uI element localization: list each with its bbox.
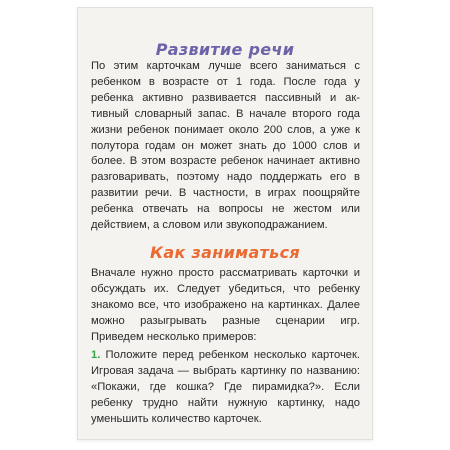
instruction-card [77, 7, 373, 440]
section-heading-speech-development: Развитие речи [155, 40, 295, 59]
list-item [91, 348, 360, 428]
section-heading-how-to-practice: Как заниматься [150, 243, 300, 262]
section-paragraph-speech-development: По этим карточкам лучше всего заниматься с ребенком в возрасте от 1 года. После года у ребенка активно развивается пассивный и активный словарный запас. В начале второго года жизни ребенок понимает около 200 слов, а уже к полутора годам он может знать до 1000 слов и более. В этом возрасте ребенок начинает активно разговаривать, поэтому надо поддержать его в развитии речи. В частности, в играх поощряйте ребенка отвечать на вопросы не жестом или действием, а словом или звукоподражанием. [91, 60, 360, 232]
list-item-number: 1. [91, 349, 101, 361]
list-item-text: Положите перед ребенком несколько карточек. Игровая задача — выбрать картинку по названию: «Покажи, где кошка? Где пирамидка?». Если ребенку трудно найти нужную картинку, надо уменьшить количество карточек. [91, 349, 360, 425]
section-paragraph-how-to-practice: Вначале нужно просто рассматривать карточки и обсуждать их. Следует убедиться, что ребенку знакомо все, что изображено на картинках. Далее можно разыгрывать разные сценарии игр. Приведем несколько примеров: [91, 267, 360, 343]
